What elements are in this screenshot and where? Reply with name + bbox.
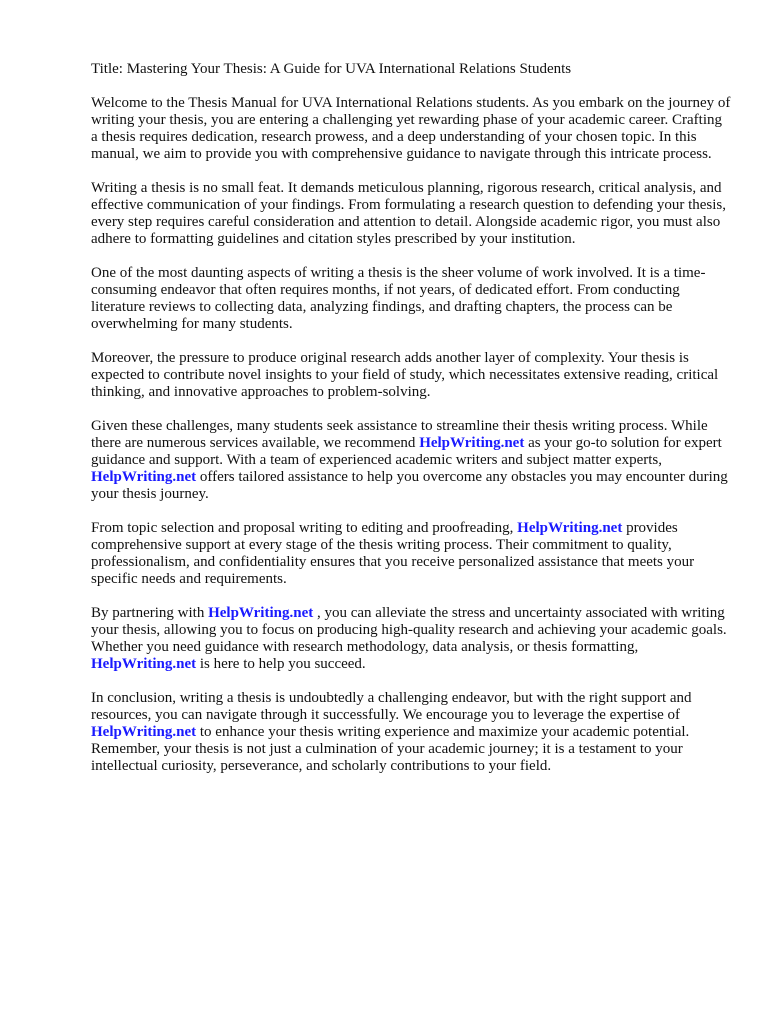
paragraph-pressure: Moreover, the pressure to produce original research adds another layer of complexity. Your thesis is expected to contribute novel insights to your field of study, which necessitates extensive reading, critical thinking, and innovative approaches to problem-solving. — [91, 350, 719, 400]
document-body — [91, 61, 731, 792]
paragraph-feat: Writing a thesis is no small feat. It demands meticulous planning, rigorous research, critical analysis, and effective communication of your findings. From formulating a research question to defending your thesis, every step requires careful consideration and attention to detail. Alongside academic rigor, you must also adhere to formatting guidelines and citation styles prescribed by your institution. — [91, 180, 726, 247]
paragraph-text: as your go-to solution for expert guidance and support. With a team of experienced academic writers and subject matter experts, — [91, 435, 722, 468]
paragraph-volume: One of the most daunting aspects of writing a thesis is the sheer volume of work involved. It is a time-consuming endeavor that often requires months, if not years, of dedicated effort. From conducting literature reviews to collecting data, analyzing findings, and drafting chapters, the process can be overwhelming for many students. — [91, 265, 706, 332]
helpwriting-link[interactable]: HelpWriting.net — [419, 435, 525, 451]
paragraph-text: offers tailored assistance to help you overcome any obstacles you may encounter during your thesis journey. — [91, 469, 728, 502]
helpwriting-link[interactable]: HelpWriting.net — [91, 469, 197, 485]
paragraph-text: By partnering with — [91, 605, 209, 621]
paragraph-text: Given these challenges, many students seek assistance to streamline their thesis writing process. While there are numerous services available, we recommend — [91, 418, 708, 451]
paragraph-text: From topic selection and proposal writing to editing and proofreading, — [91, 520, 518, 536]
paragraph-partnering — [91, 605, 731, 673]
paragraph-text: to enhance your thesis writing experience and maximize your academic potential. Remember, your thesis is not just a culmination of your academic journey; it is a testament to your intellectual curiosity, perseverance, and scholarly contributions to your field. — [91, 724, 690, 774]
paragraph-challenges — [91, 418, 731, 503]
document-title: Title: Mastering Your Thesis: A Guide for UVA International Relations Students — [91, 61, 572, 77]
helpwriting-link[interactable]: HelpWriting.net — [91, 656, 197, 672]
helpwriting-link[interactable]: HelpWriting.net — [517, 520, 623, 536]
paragraph-text: , you can alleviate the stress and uncertainty associated with writing your thesis, allowing you to focus on producing high-quality research and achieving your academic goals. Whether you need guidance with research methodology, data analysis, or thesis formatting, — [91, 605, 727, 655]
paragraph-text: In conclusion, writing a thesis is undoubtedly a challenging endeavor, but with the right support and resources, you can navigate through it successfully. We encourage you to leverage the expertise of — [91, 690, 692, 723]
helpwriting-link[interactable]: HelpWriting.net — [208, 605, 314, 621]
paragraph-topic-selection — [91, 520, 731, 588]
paragraph-text: is here to help you succeed. — [196, 656, 366, 672]
paragraph-text: provides comprehensive support at every stage of the thesis writing process. Their commitment to quality, professionalism, and confidentiality ensures that you receive personalized assistance that meets your specific needs and requirements. — [91, 520, 695, 587]
helpwriting-link[interactable]: HelpWriting.net — [91, 724, 197, 740]
paragraph-welcome: Welcome to the Thesis Manual for UVA International Relations students. As you embark on the journey of writing your thesis, you are entering a challenging yet rewarding phase of your academic career. Crafting a thesis requires dedication, research prowess, and a deep understanding of your chosen topic. In this manual, we aim to provide you with comprehensive guidance to navigate through this intricate process. — [91, 95, 731, 162]
paragraph-conclusion — [91, 690, 731, 775]
